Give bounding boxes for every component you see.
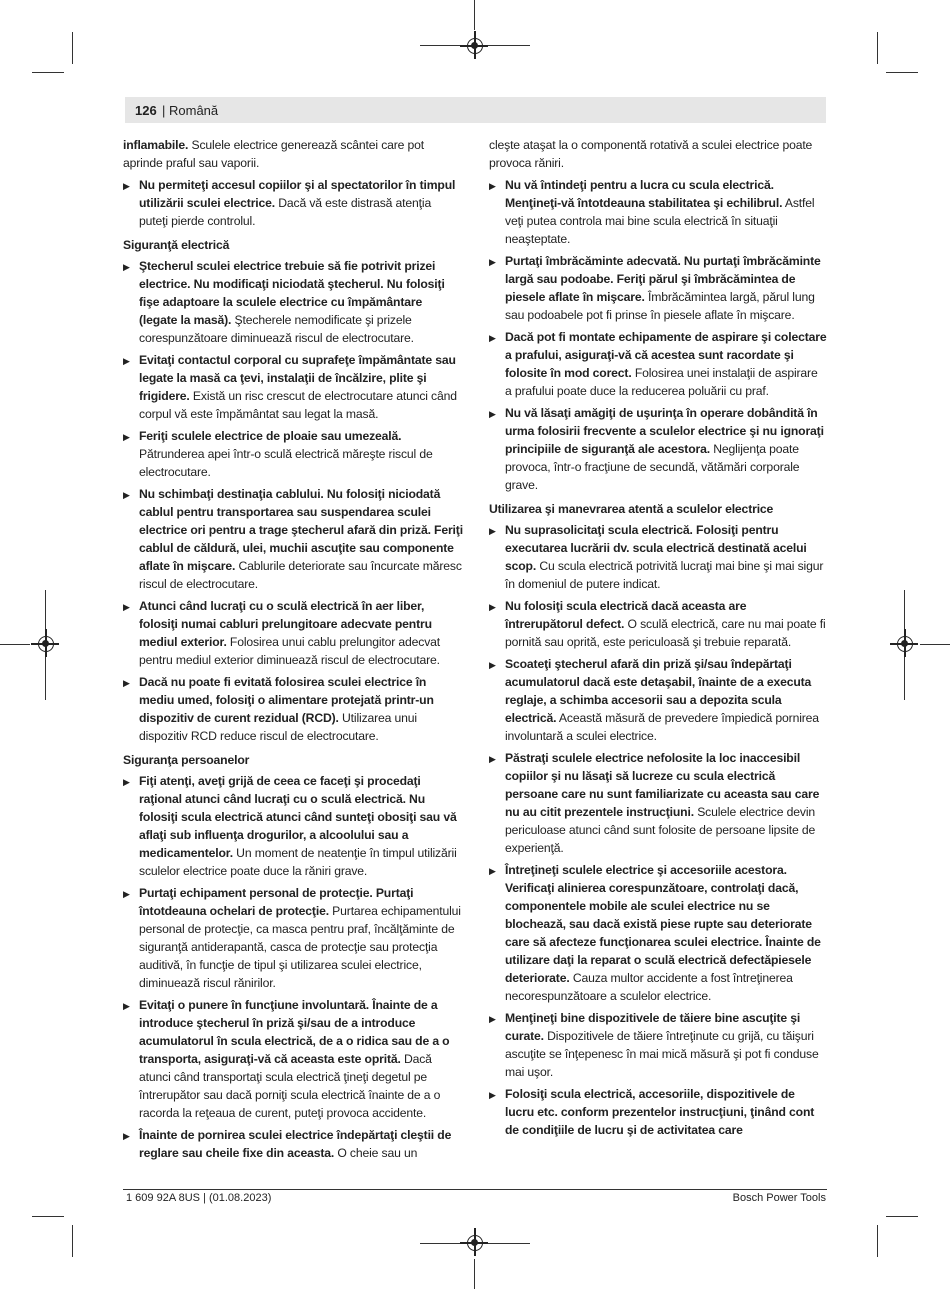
crop-mark (877, 32, 878, 64)
list-item: ▶ Ştecherul sculei electrice trebuie să fie potrivit prizei electrice. Nu modificaţi niciodată ştecherul. Nu folosiţi fişe adaptoare la sculele electrice cu împământare (legate la masă). Ştecherele nemodificate şi prizele corespunzătoare diminuează riscul de electrocutare. (123, 257, 463, 347)
continued-paragraph: inflamabile. Sculele electrice generează scântei care pot aprinde praful sau vaporii. (123, 138, 425, 170)
list-item: ▶ Nu suprasolicitaţi scula electrică. Folosiţi pentru executarea lucrării dv. scula electrică destinată acelui scop. Cu scula electrică potrivită lucraţi mai bine şi mai sigur în domeniul de putere indicat. (489, 521, 827, 593)
registration-mark-icon (467, 1235, 483, 1251)
crop-mark (32, 1216, 64, 1217)
list-item: ▶ Păstraţi sculele electrice nefolosite la loc inaccesibil copiilor şi nu lăsaţi să lucreze cu scula electrică persoane care nu sunt familiarizate cu aceasta sau care nu au citit prezentele instrucţiuni. Sculele electrice devin periculoase atunci când sunt folosite de persoane lipsite de experienţă. (489, 749, 827, 857)
section-heading: Siguranţa persoanelor (123, 753, 250, 767)
crop-mark (72, 1225, 73, 1257)
list-item: ▶ Nu folosiţi scula electrică dacă aceasta are întrerupătorul defect. O sculă electrică, care nu mai poate fi pornită sau oprită, este periculoasă şi trebuie reparată. (489, 597, 827, 651)
page-number: 126 (135, 103, 157, 118)
list-item: ▶ Dacă nu poate fi evitată folosirea sculei electrice în mediu umed, folosiţi o alimentare protejată printr-un dispozitiv de curent rezidual (RCD). Utilizarea unui dispozitiv RCD reduce riscul de electrocutare. (123, 673, 463, 745)
list-item: ▶ Evitaţi contactul corporal cu suprafeţe împământate sau legate la masă ca ţevi, instalaţii de încălzire, plite şi frigidere. Există un risc crescut de electrocutare atunci când corpul vă este împământat sau legat la masă. (123, 351, 463, 423)
list-item: ▶ Nu vă lăsaţi amăgiţi de uşurinţa în operare dobândită în urma folosirii frecvente a sculelor electrice şi nu ignoraţi principiile de siguranţă ale acestora. Neglijenţa poate provoca, într-o fracţiune de secundă, vătămări corporale grave. (489, 404, 827, 494)
section-heading: Siguranţă electrică (123, 238, 230, 252)
header-language: Română (169, 103, 219, 118)
list-item: ▶ Înainte de pornirea sculei electrice îndepărtaţi cleştii de reglare sau cheile fixe din aceasta. O cheie sau un (123, 1126, 463, 1162)
registration-mark-icon (38, 636, 54, 652)
crop-mark (0, 644, 30, 645)
registration-mark-icon (467, 38, 483, 54)
list-item: ▶ Atunci când lucraţi cu o sculă electrică în aer liber, folosiţi numai cabluri prelungitoare adecvate pentru mediul exterior. Folosirea unui cablu prelungitor adecvat pentru mediul exterior diminuează riscul de electrocutare. (123, 597, 463, 669)
list-item: ▶ Nu permiteţi accesul copiilor şi al spectatorilor în timpul utilizării sculei electrice. Dacă vă este distrasă atenţia puteţi pierde controlul. (123, 176, 463, 230)
list-item: ▶ Feriţi sculele electrice de ploaie sau umezeală. Pătrunderea apei într-o sculă electrică măreşte riscul de electrocutare. (123, 427, 463, 481)
list-item: ▶ Nu schimbaţi destinaţia cablului. Nu folosiţi niciodată cablul pentru transportarea sau suspendarea sculei electrice ori pentru a trage ştecherul afară din priză. Feriţi cablul de căldură, ulei, muchii ascuţite sau componente aflate în mişcare. Cablurile deteriorate sau încurcate măresc riscul de electrocutare. (123, 485, 463, 593)
crop-mark (474, 1259, 475, 1289)
list-item: ▶ Folosiţi scula electrică, accesoriile, dispozitivele de lucru etc. conform prezentelor instrucţiuni, ţinând cont de condiţiile de lucru şi de activitatea care (489, 1085, 827, 1139)
document-code: 1 609 92A 8US | (01.08.2023) (126, 1192, 272, 1204)
list-item: ▶ Purtaţi echipament personal de protecţie. Purtaţi întotdeauna ochelari de protecţie. Purtarea echipamentului personal de protecţie, ca masca pentru praf, încălţăminte de siguranţă antiderapantă, casca de protecţie sau protecţia auditivă, în funcţie de tipul şi utilizarea sculei electrice, diminuează riscul rănirilor. (123, 884, 463, 992)
list-item: ▶ Scoateţi ştecherul afară din priză şi/sau îndepărtaţi acumulatorul dacă este detaşabil, înainte de a executa reglaje, a schimba accesorii sau a depozita scula electrică. Această măsură de prevedere împiedică pornirea involuntară a sculei electrice. (489, 655, 827, 745)
crop-mark (886, 72, 918, 73)
crop-mark (72, 32, 73, 64)
continued-paragraph: cleşte ataşat la o componentă rotativă a sculei electrice poate provoca răniri. (489, 138, 813, 170)
crop-mark (32, 72, 64, 73)
left-column (123, 136, 463, 1166)
publisher-name: Bosch Power Tools (732, 1192, 826, 1204)
header-separator: | (162, 103, 166, 118)
list-item: ▶ Fiţi atenţi, aveţi grijă de ceea ce faceţi şi procedaţi raţional atunci când lucraţi cu o sculă electrică. Nu folosiţi scula electrică atunci când sunteţi obosiţi sau vă aflaţi sub influenţa drogurilor, a alcoolului sau a medicamentelor. Un moment de neatenţie în timpul utilizării sculelor electrice poate duce la răniri grave. (123, 772, 463, 880)
crop-mark (886, 1216, 918, 1217)
list-item: ▶ Nu vă întindeţi pentru a lucra cu scula electrică. Menţineţi-vă întotdeauna stabilitatea şi echilibrul. Astfel veţi putea controla mai bine scula electrică în situaţii neaşteptate. (489, 176, 827, 248)
crop-mark (474, 0, 475, 30)
page-header (125, 97, 826, 123)
section-heading: Utilizarea şi manevrarea atentă a sculelor electrice (489, 502, 774, 516)
list-item: ▶ Evitaţi o punere în funcţiune involuntară. Înainte de a introduce ştecherul în priză şi/sau de a introduce acumulatorul în scula electrică, de a o ridica sau de a o transporta, asiguraţi-vă că aceasta este oprită. Dacă atunci când transportaţi scula electrică ţineţi degetul pe întrerupător sau dacă porniţi scula electrică înainte de a o racorda la reţeaua de curent, puteţi provoca accidente. (123, 996, 463, 1122)
footer-divider (123, 1189, 827, 1190)
crop-mark (877, 1225, 878, 1257)
list-item: ▶ Menţineţi bine dispozitivele de tăiere bine ascuţite şi curate. Dispozitivele de tăiere întreţinute cu grijă, cu tăişuri ascuţite se înţepenesc în mai mică măsură şi pot fi conduse mai uşor. (489, 1009, 827, 1081)
crop-mark (920, 644, 950, 645)
registration-mark-icon (897, 636, 913, 652)
list-item: ▶ Purtaţi îmbrăcăminte adecvată. Nu purtaţi îmbrăcăminte largă sau podoabe. Feriţi părul şi îmbrăcămintea de piesele aflate în mişcare. Îmbrăcămintea largă, părul lung sau podoabele pot fi prinse în piesele aflate în mişcare. (489, 252, 827, 324)
list-item: ▶ Dacă pot fi montate echipamente de aspirare şi colectare a prafului, asiguraţi-vă că acestea sunt racordate şi folosite în mod corect. Folosirea unei instalaţii de aspirare a prafului poate duce la reducerea poluării cu praf. (489, 328, 827, 400)
list-item: ▶ Întreţineţi sculele electrice şi accesoriile acestora. Verificaţi alinierea corespunzătoare, controlaţi dacă, componentele mobile ale sculei electrice nu se blochează, sau dacă există piese rupte sau deteriorate care să afecteze funcţionarea sculei electrice. Înainte de utilizare daţi la reparat o sculă electrică defectăpiesele deteriorate. Cauza multor accidente a fost întreţinerea necorespunzătoare a sculelor electrice. (489, 861, 827, 1005)
right-column (489, 136, 827, 1143)
